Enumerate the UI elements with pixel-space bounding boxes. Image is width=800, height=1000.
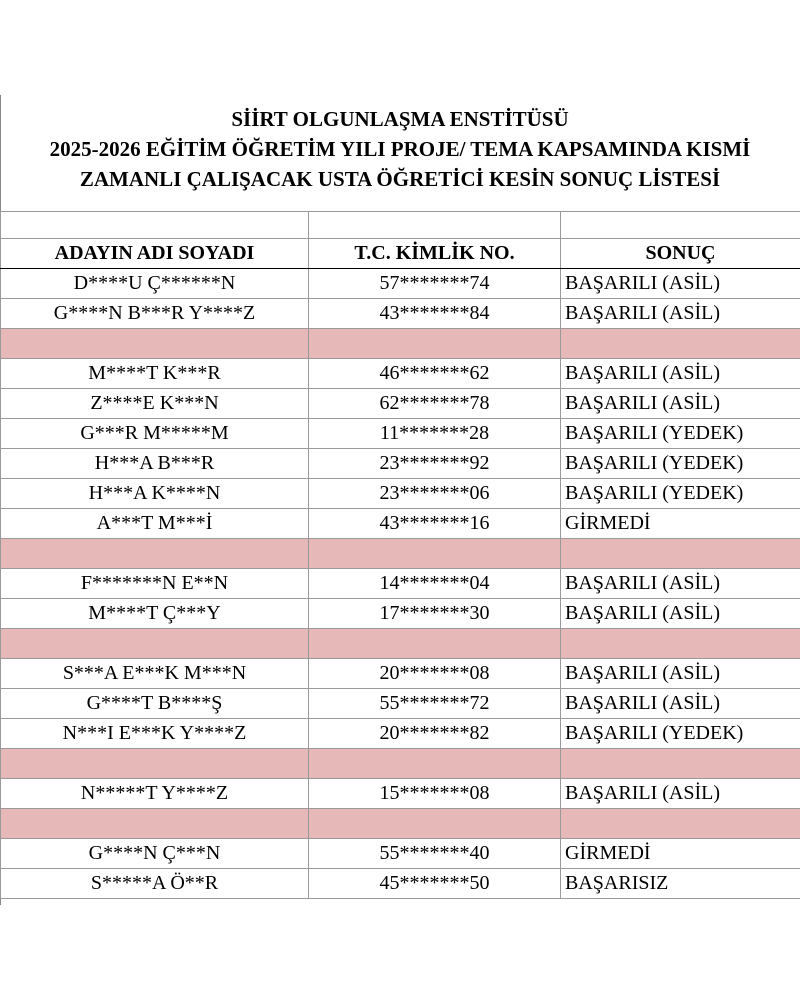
candidate-name: N***I E***K Y****Z [1,719,309,749]
candidate-name: G****N B***R Y****Z [1,299,309,329]
table-row [1,419,800,449]
table-row [1,389,800,419]
result: BAŞARILI (ASİL) [561,299,800,329]
tc-number: 43*******84 [309,299,561,329]
result: BAŞARILI (ASİL) [561,599,800,629]
document-title [0,104,800,194]
separator-row [1,329,800,359]
result: GİRMEDİ [561,839,800,869]
candidate-name: H***A K****N [1,479,309,509]
candidate-name: A***T M***İ [1,509,309,539]
candidate-name: M****T Ç***Y [1,599,309,629]
tc-number: 17*******30 [309,599,561,629]
tc-number: 43*******16 [309,509,561,539]
title-line-2: 2025-2026 EĞİTİM ÖĞRETİM YILI PROJE/ TEMA KAPSAMINDA KISMİ [49,137,751,161]
separator-row [1,749,800,779]
candidate-name: S*****A Ö**R [1,869,309,899]
tc-number: 15*******08 [309,779,561,809]
candidate-name: N*****T Y****Z [1,779,309,809]
candidate-name: Z****E K***N [1,389,309,419]
result: BAŞARILI (ASİL) [561,389,800,419]
separator-row [1,629,800,659]
separator-row [1,539,800,569]
table-row [1,299,800,329]
header-name: ADAYIN ADI SOYADI [1,239,309,269]
table-header-row [1,239,800,269]
tc-number: 57*******74 [309,269,561,299]
table-row [1,479,800,509]
result: GİRMEDİ [561,509,800,539]
tc-number: 23*******92 [309,449,561,479]
result: BAŞARILI (ASİL) [561,779,800,809]
separator-row [1,809,800,839]
title-line-3: ZAMANLI ÇALIŞACAK USTA ÖĞRETİCİ KESİN SONUÇ LİSTESİ [79,167,721,191]
tc-number: 14*******04 [309,569,561,599]
table-row [1,779,800,809]
candidate-name: F*******N E**N [1,569,309,599]
candidate-name: H***A B***R [1,449,309,479]
result: BAŞARILI (ASİL) [561,689,800,719]
table-row [1,599,800,629]
result: BAŞARILI (YEDEK) [561,479,800,509]
result: BAŞARILI (ASİL) [561,569,800,599]
table-row [1,839,800,869]
candidate-name: G****N Ç***N [1,839,309,869]
candidate-name: G***R M*****M [1,419,309,449]
table-row [1,569,800,599]
header-tc: T.C. KİMLİK NO. [309,239,561,269]
table-row [1,269,800,299]
tc-number: 55*******40 [309,839,561,869]
table-spacer-row [1,212,800,239]
candidate-name: D****U Ç******N [1,269,309,299]
table-row [1,659,800,689]
table-row [1,719,800,749]
result: BAŞARILI (ASİL) [561,659,800,689]
table-row [1,689,800,719]
tc-number: 20*******82 [309,719,561,749]
tc-number: 62*******78 [309,389,561,419]
table-row [1,359,800,389]
table-row [1,869,800,899]
result: BAŞARILI (YEDEK) [561,719,800,749]
title-line-1: SİİRT OLGUNLAŞMA ENSTİTÜSÜ [231,107,569,131]
tc-number: 20*******08 [309,659,561,689]
tc-number: 11*******28 [309,419,561,449]
tc-number: 23*******06 [309,479,561,509]
results-table [0,211,800,899]
result: BAŞARILI (YEDEK) [561,449,800,479]
table-row [1,449,800,479]
tc-number: 46*******62 [309,359,561,389]
result: BAŞARISIZ [561,869,800,899]
tc-number: 55*******72 [309,689,561,719]
result: BAŞARILI (ASİL) [561,359,800,389]
result: BAŞARILI (YEDEK) [561,419,800,449]
candidate-name: S***A E***K M***N [1,659,309,689]
tc-number: 45*******50 [309,869,561,899]
candidate-name: M****T K***R [1,359,309,389]
candidate-name: G****T B****Ş [1,689,309,719]
table-row [1,509,800,539]
header-result: SONUÇ [561,239,800,269]
result: BAŞARILI (ASİL) [561,269,800,299]
